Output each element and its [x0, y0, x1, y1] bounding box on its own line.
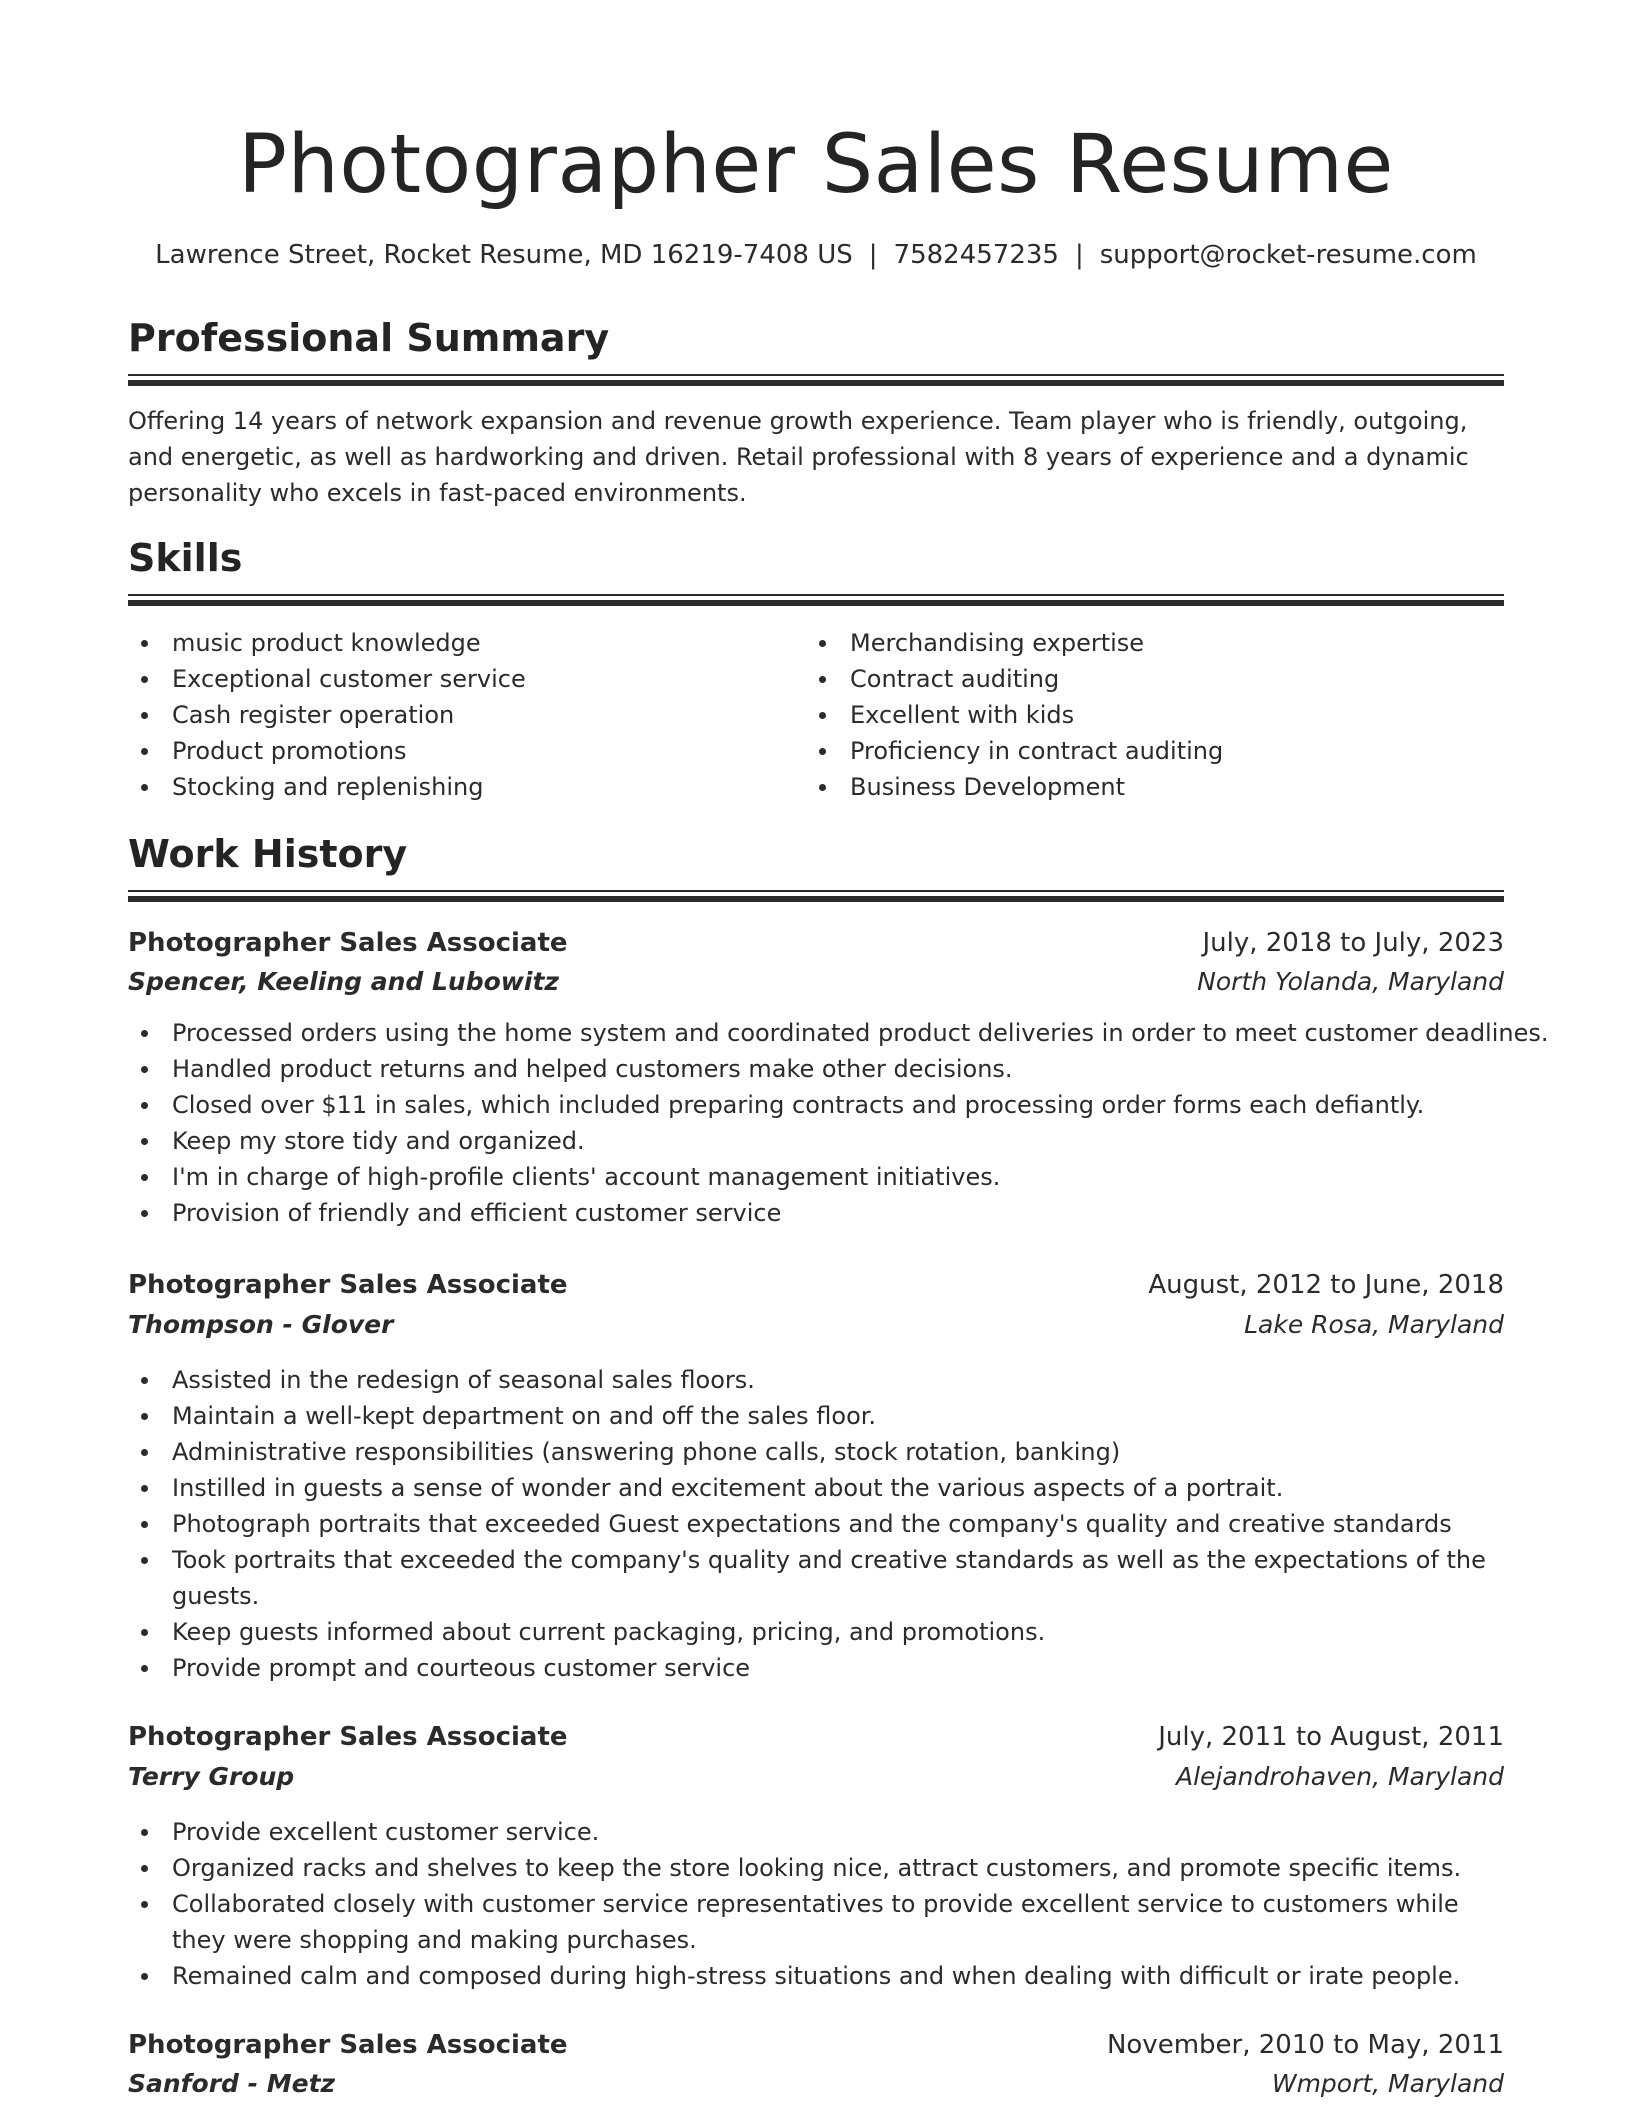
- job-company: Sanford - Metz: [128, 2069, 336, 2098]
- work-divider: [128, 890, 1504, 902]
- job-bullet: Keep guests informed about current packaging, pricing, and promotions.: [128, 1614, 1504, 1650]
- contact-line: [128, 240, 1504, 270]
- job-bullet: Organized racks and shelves to keep the store looking nice, attract customers, and promote specific items.: [128, 1850, 1504, 1886]
- skill-item: Exceptional customer service: [128, 661, 788, 697]
- job-bullet: Processed orders using the home system and coordinated product deliveries in order to meet customer deadlines.: [128, 1015, 1518, 1051]
- skills-divider: [128, 594, 1504, 606]
- job-bullet: Maintain a well-kept department on and off the sales floor.: [128, 1398, 1504, 1434]
- job-location: Lake Rosa, Maryland: [1244, 1310, 1504, 1339]
- skill-item: Proficiency in contract auditing: [806, 733, 1504, 769]
- job-bullet: Assisted in the redesign of seasonal sales floors.: [128, 1362, 1504, 1398]
- skill-item: Stocking and replenishing: [128, 769, 788, 805]
- job-bullets: [128, 1814, 1504, 1994]
- contact-separator: |: [868, 240, 878, 270]
- job-company-row: [128, 2069, 1504, 2105]
- job-dates: August, 2012 to June, 2018: [1148, 1270, 1504, 1300]
- skill-item: music product knowledge: [128, 625, 788, 661]
- job-bullet: Collaborated closely with customer service representatives to provide excellent service to customers while they were shopping and making purchases.: [128, 1886, 1504, 1958]
- job-company: Thompson - Glover: [128, 1310, 394, 1339]
- job-company: Terry Group: [128, 1762, 295, 1791]
- job-bullets: [128, 1362, 1504, 1686]
- job-bullet: Handled product returns and helped customers make other decisions.: [128, 1051, 1518, 1087]
- contact-email: support@rocket-resume.com: [1099, 240, 1477, 270]
- job-header: [128, 2030, 1504, 2066]
- job-company-row: [128, 1762, 1504, 1798]
- job-dates: July, 2018 to July, 2023: [1202, 928, 1504, 958]
- job-dates: November, 2010 to May, 2011: [1106, 2030, 1504, 2060]
- contact-separator: |: [1074, 240, 1084, 270]
- contact-address: Lawrence Street, Rocket Resume, MD 16219-7408 US: [155, 240, 853, 270]
- skills-list-left: [128, 625, 788, 805]
- job-title: Photographer Sales Associate: [128, 1270, 568, 1300]
- job-location: Alejandrohaven, Maryland: [1175, 1762, 1504, 1791]
- skill-item: Cash register operation: [128, 697, 788, 733]
- job-header: [128, 928, 1504, 964]
- job-bullet: Photograph portraits that exceeded Guest expectations and the company's quality and creative standards: [128, 1506, 1504, 1542]
- skill-item: Product promotions: [128, 733, 788, 769]
- job-bullet: Administrative responsibilities (answering phone calls, stock rotation, banking): [128, 1434, 1504, 1470]
- job-bullet: Provide prompt and courteous customer service: [128, 1650, 1504, 1686]
- job-bullet: Provision of friendly and efficient customer service: [128, 1195, 1518, 1231]
- job-title: Photographer Sales Associate: [128, 928, 568, 958]
- job-title: Photographer Sales Associate: [128, 1722, 568, 1752]
- job-company: Spencer, Keeling and Lubowitz: [128, 967, 559, 996]
- summary-text: Offering 14 years of network expansion and revenue growth experience. Team player who is friendly, outgoing, and energetic, as well as hardworking and driven. Retail professional with 8 years of experience and a dynamic personality who excels in fast-paced environments.: [128, 407, 1469, 507]
- job-bullet: Keep my store tidy and organized.: [128, 1123, 1518, 1159]
- job-header: [128, 1722, 1504, 1758]
- contact-phone: 7582457235: [893, 240, 1059, 270]
- job-bullet: Instilled in guests a sense of wonder and excitement about the various aspects of a portrait.: [128, 1470, 1504, 1506]
- job-bullet: Took portraits that exceeded the company's quality and creative standards as well as the expectations of the guests.: [128, 1542, 1504, 1614]
- job-company-row: [128, 967, 1504, 1003]
- summary-divider: [128, 374, 1504, 386]
- skills-list-right: [806, 625, 1504, 805]
- skills-heading: Skills: [128, 536, 243, 580]
- job-bullet: Closed over $11 in sales, which included preparing contracts and processing order forms each defiantly.: [128, 1087, 1518, 1123]
- summary-heading: Professional Summary: [128, 316, 610, 360]
- job-bullet: Provide excellent customer service.: [128, 1814, 1504, 1850]
- job-header: [128, 1270, 1504, 1306]
- resume-page: [128, 0, 1549, 2112]
- job-company-row: [128, 1310, 1504, 1346]
- work-heading: Work History: [128, 832, 408, 876]
- job-bullets: [128, 1015, 1549, 1231]
- job-bullet: Remained calm and composed during high-stress situations and when dealing with difficult or irate people.: [128, 1958, 1504, 1994]
- skill-item: Excellent with kids: [806, 697, 1504, 733]
- skill-item: Merchandising expertise: [806, 625, 1504, 661]
- skill-item: Contract auditing: [806, 661, 1504, 697]
- resume-title: Photographer Sales Resume: [238, 118, 1394, 212]
- job-dates: July, 2011 to August, 2011: [1158, 1722, 1504, 1752]
- job-title: Photographer Sales Associate: [128, 2030, 568, 2060]
- job-location: Wmport, Maryland: [1271, 2069, 1504, 2098]
- job-location: North Yolanda, Maryland: [1197, 967, 1504, 996]
- job-bullet: I'm in charge of high-profile clients' account management initiatives.: [128, 1159, 1518, 1195]
- skill-item: Business Development: [806, 769, 1504, 805]
